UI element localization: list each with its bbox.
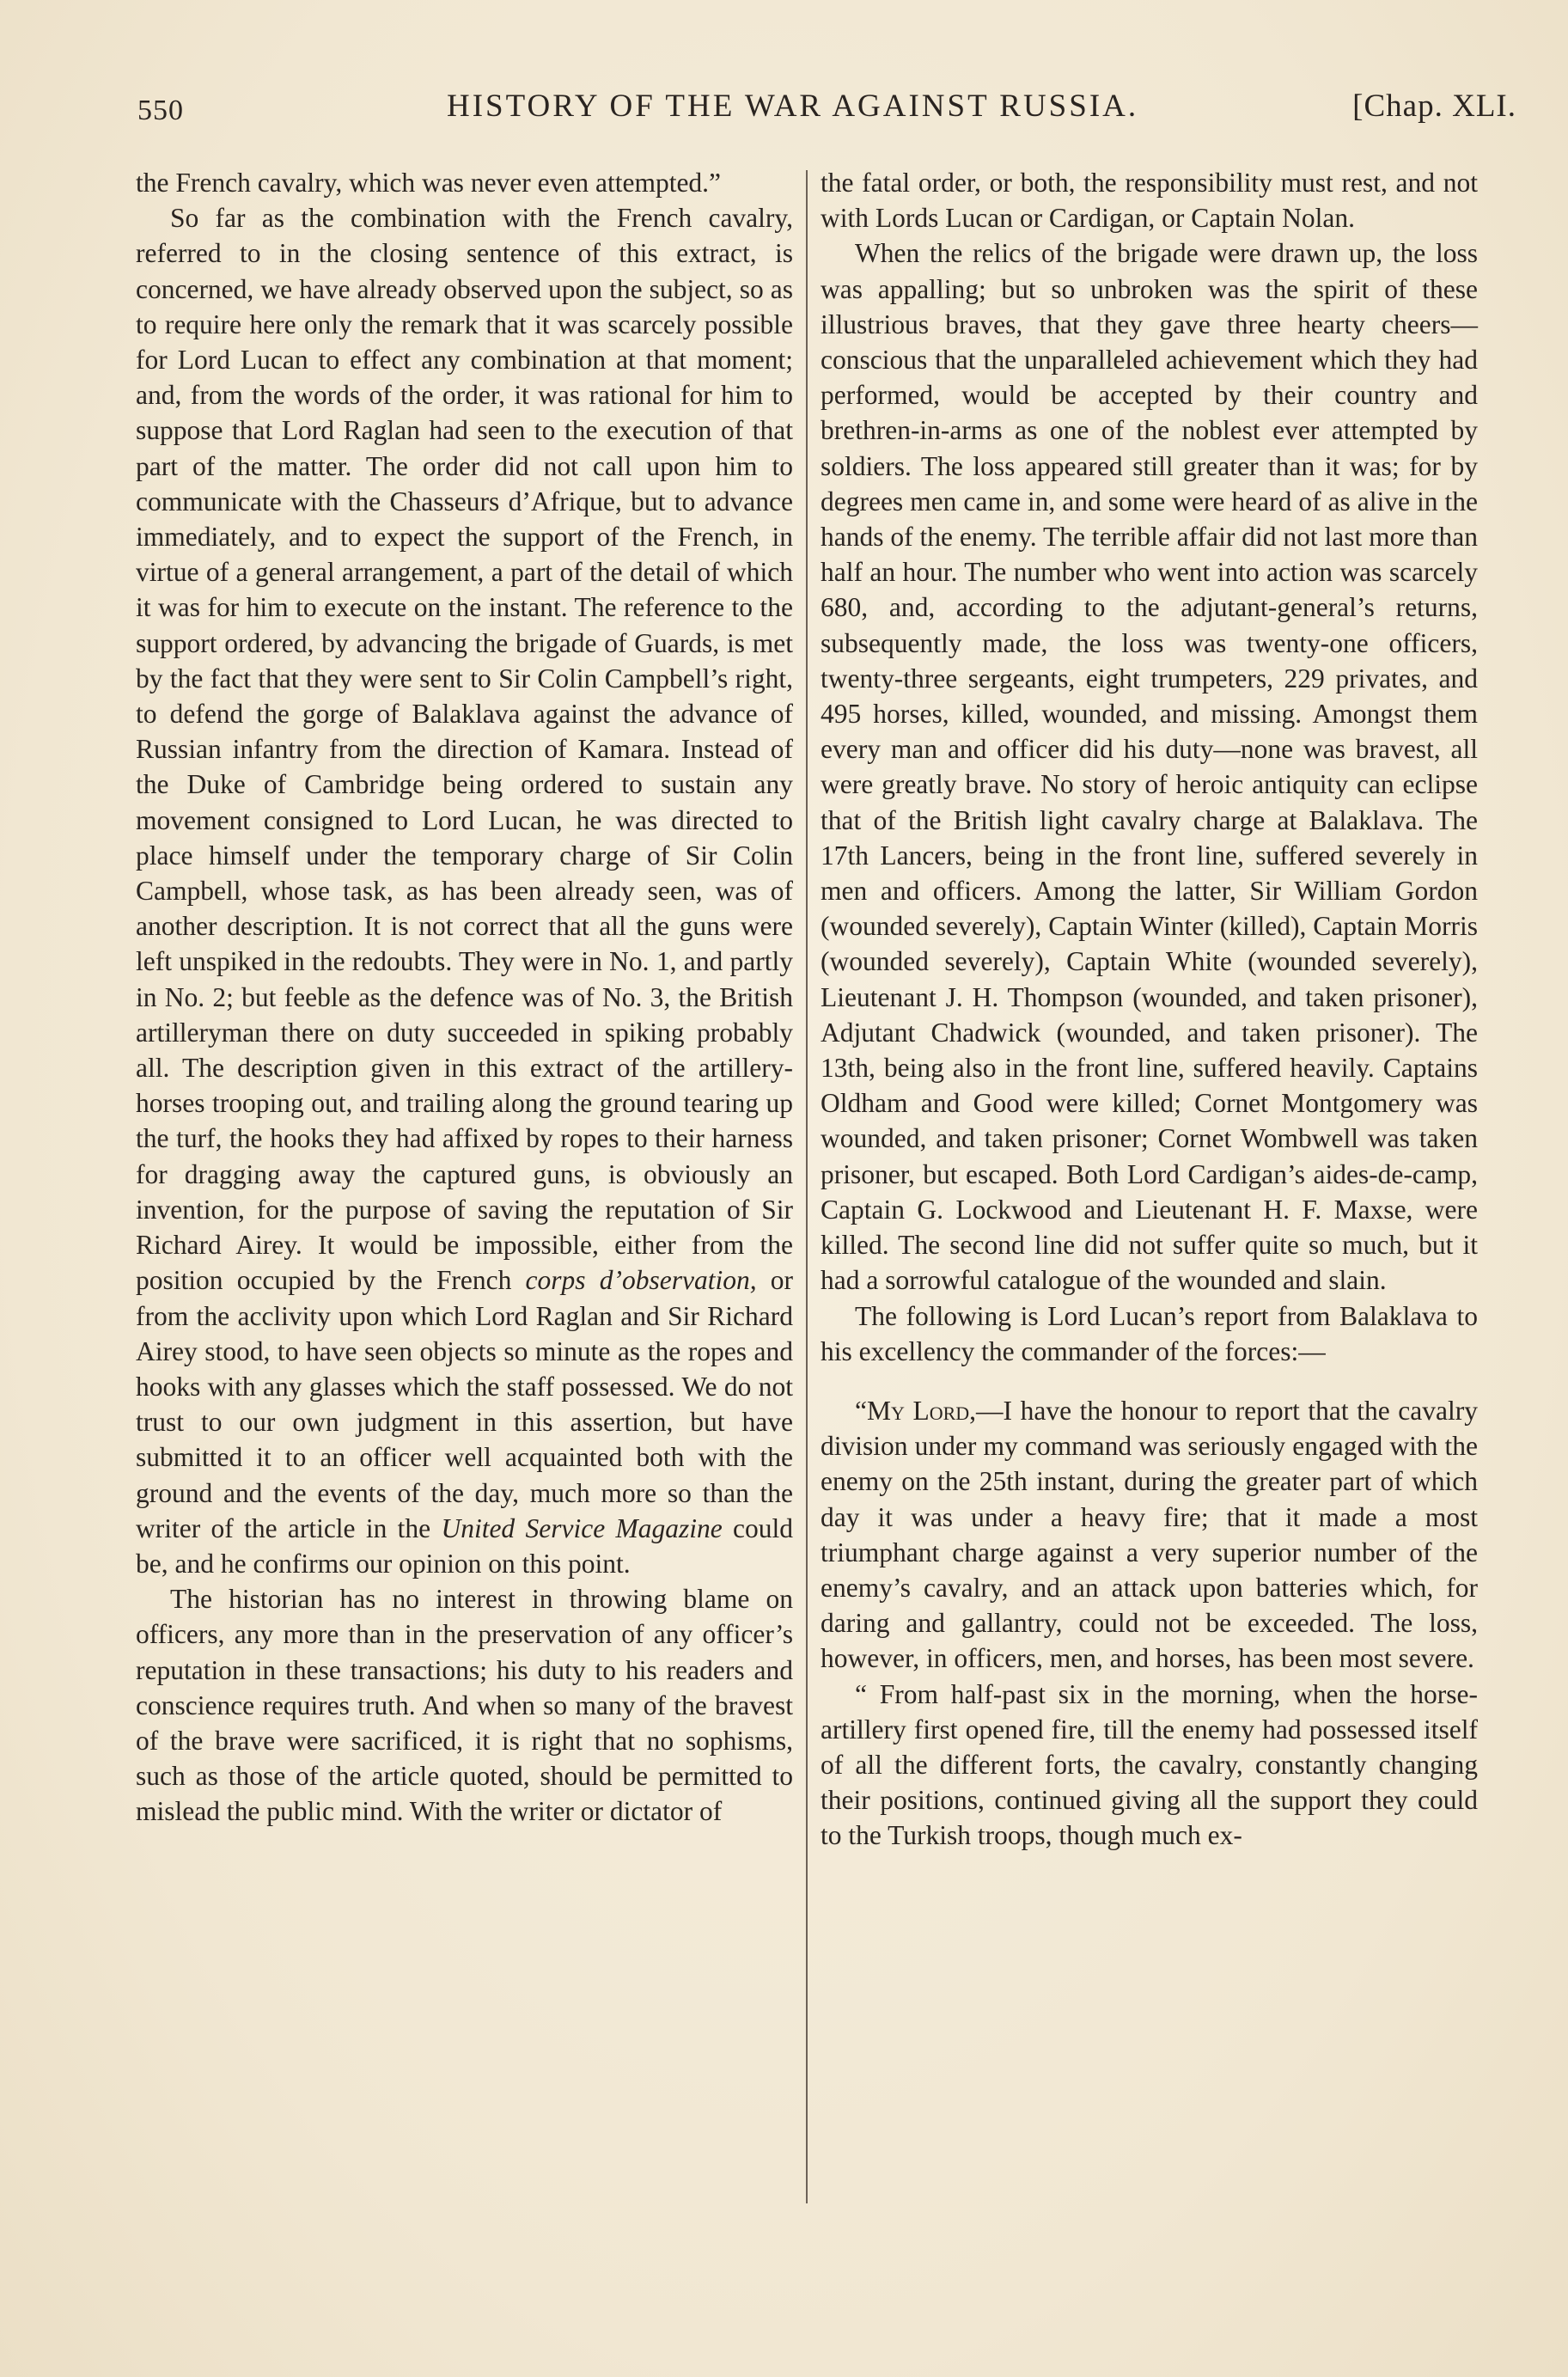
paragraph: “ From half-past six in the morning, when the horse-artillery first opened fire, till the enemy had possessed itself of all the different forts, the cavalry, constantly changing their positions, continued giving all the support they could to the Turkish troops, though much ex-: [821, 1678, 1478, 1851]
paragraph: the French cavalry, which was never even attempted.”: [136, 168, 722, 198]
text-run: could be, and he confirms our opinion on this point.: [136, 1512, 794, 1579]
paragraph: [136, 200, 793, 1581]
text-run: So far as the combination with the French cavalry, referred to in the closing sentence of this extract, is concerned, we have already observed upon the subject, so as to require here only the remark that it was scarcely possible for Lord Lucan to effect any combination at that moment; and, from the words of the order, it was rational for him to suppose that Lord Raglan had seen to the execution of that part of the matter. The order did not call upon him to communicate with the Chasseurs d’Afrique, but to advance immediately, and to expect the support of the French, in virtue of a general arrangement, a part of the detail of which it was for him to execute on the instant. The reference to the support ordered, by advancing the brigade of Guards, is met by the fact that they were sent to Sir Colin Campbell’s right, to defend the gorge of Balaklava against the advance of Russian infantry from the direction of Kamara. Instead of the Duke of Cambridge being ordered to sustain any movement consigned to Lord Lucan, he was directed to place himself under the temporary charge of Sir Colin Campbell, whose task, as has been already seen, was of another description. It is not correct that all the guns were left unspiked in the redoubts. They were in No. 1, and partly in No. 2; but feeble as the defence was of No. 3, the British artilleryman there on duty succeeded in spiking probably all. The description given in this extract of the artillery-horses trooping out, and trailing along the ground tearing up the turf, the hooks they had affixed by ropes to their harness for dragging away the captured guns, is obviously an invention, for the purpose of saving the reputation of Sir Richard Airey. It would be impossible, either from the position occupied by the French: [136, 203, 793, 1296]
salutation: “My Lord,: [855, 1395, 977, 1426]
spacer: [821, 1369, 1478, 1393]
text-run: or from the acclivity upon which Lord Raglan and Sir Richard Airey stood, to have seen objects so minute as the ropes and hooks with any glasses which the staff possessed. We do not trust to our own judgment in this assertion, but have submitted it to an officer well acquainted both with the ground and the events of the day, much more so than the writer of the article in the: [136, 1265, 794, 1543]
italic-run: United Service Magazine: [441, 1512, 723, 1543]
right-column: [821, 165, 1478, 1854]
running-title: HISTORY OF THE WAR AGAINST RUSSIA.: [447, 89, 1139, 124]
text-run: —I have the honour to report that the cavalry division under my command was seriously engaged with the enemy on the 25th instant, during the greater part of which day it was under a heavy fire; that it made a most triumphant charge against a very superior number of the enemy’s cavalry, and an attack upon batteries which, for daring and gallantry, could not be exceeded. The loss, however, in officers, men, and horses, has been most severe.: [821, 1395, 1478, 1674]
paragraph: the fatal order, or both, the responsibility must rest, and not with Lords Lucan or Cardigan, or Captain Nolan.: [821, 168, 1478, 234]
paragraph: The following is Lord Lucan’s report from Balaklava to his excellency the commander of the forces:—: [821, 1300, 1478, 1366]
paragraph: When the relics of the brigade were drawn up, the loss was appalling; but so unbroken was the spirit of these illustrious braves, that they gave three hearty cheers—conscious that the unparalleled achievement which they had performed, would be accepted by their country and brethren-in-arms as one of the noblest ever attempted by soldiers. The loss appeared still greater than it was; for by degrees men came in, and some were heard of as alive in the hands of the enemy. The terrible affair did not last more than half an hour. The number who went into action was scarcely 680, and, according to the adjutant-general’s returns, subsequently made, the loss was twenty-one officers, twenty-three sergeants, eight trumpeters, 229 privates, and 495 horses, killed, wounded, and missing. Amongst them every man and officer did his duty—none was bravest, all were greatly brave. No story of heroic antiquity can eclipse that of the British light cavalry charge at Balaklava. The 17th Lancers, being in the front line, suffered severely in men and officers. Among the latter, Sir William Gordon (wounded severely), Captain Winter (killed), Captain Morris (wounded severely), Captain White (wounded severely), Lieutenant J. H. Thompson (wounded, and taken prisoner), Adjutant Chadwick (wounded, and taken prisoner). The 13th, being also in the front line, suffered heavily. Captains Oldham and Good were killed; Cornet Montgomery was wounded, and taken prisoner; Cornet Wombwell was taken prisoner, but escaped. Both Lord Cardigan’s aides-de-camp, Captain G. Lockwood and Lieutenant H. F. Maxse, were killed. The second line did not suffer quite so much, but it had a sorrowful catalogue of the wounded and slain.: [821, 238, 1478, 1296]
page-number: 550: [137, 95, 184, 126]
left-column: [136, 165, 793, 1830]
paragraph: The historian has no interest in throwing blame on officers, any more than in the preservation of any officer’s reputation in these transactions; his duty to his readers and conscience requires truth. And when so many of the bravest of the brave were sacrificed, it is right that no sophisms, such as those of the article quoted, should be permitted to mislead the public mind. With the writer or dictator of: [136, 1584, 793, 1827]
chapter-label: [Chap. XLI.: [1352, 89, 1516, 124]
paragraph: [821, 1393, 1478, 1677]
running-header: [137, 84, 1516, 132]
italic-run: corps d’observation,: [525, 1265, 757, 1296]
column-divider: [806, 170, 808, 2203]
